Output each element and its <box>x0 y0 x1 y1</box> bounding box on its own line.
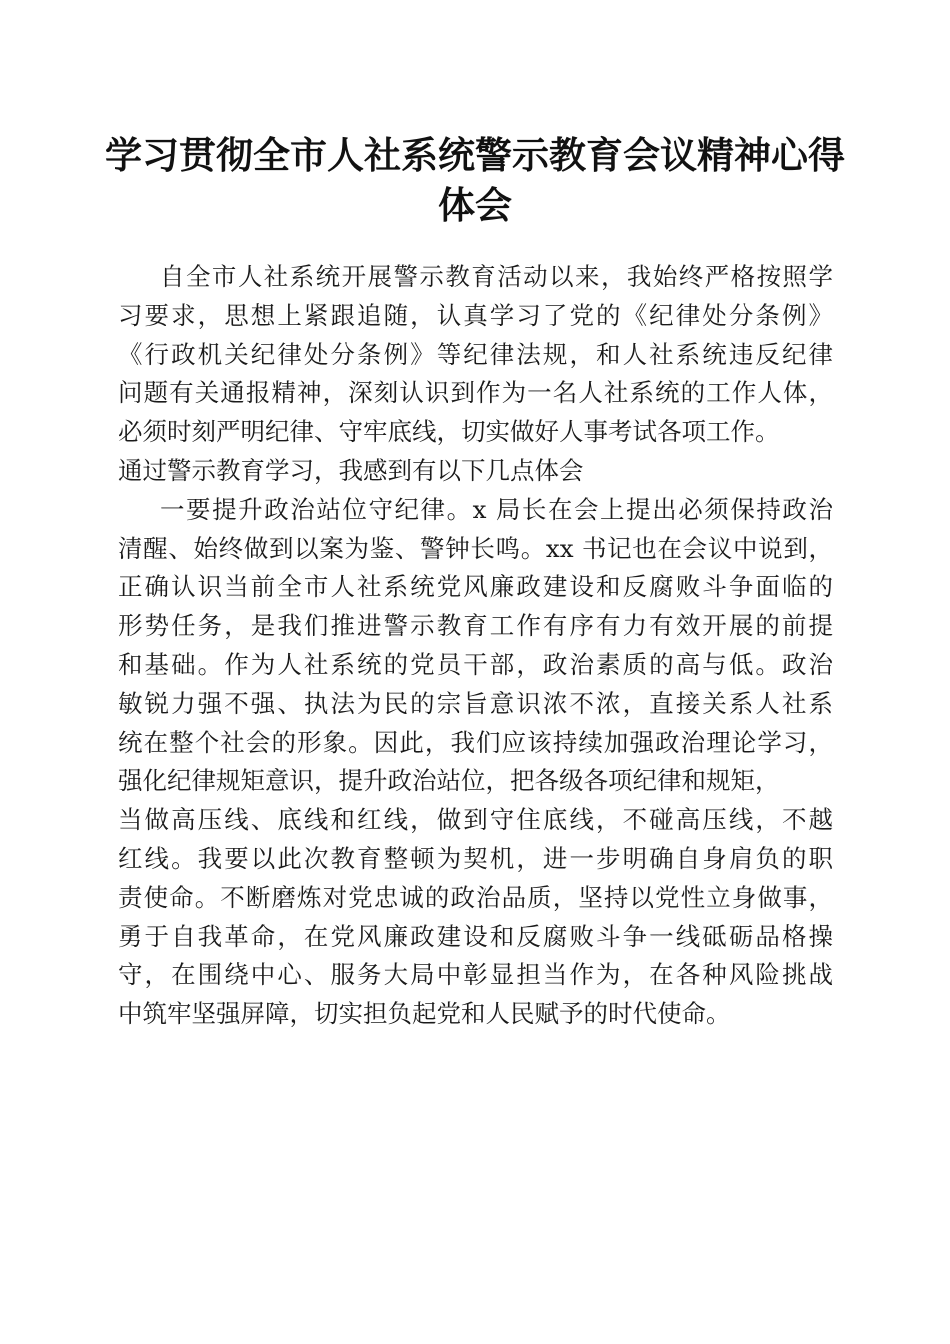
paragraph-2-line: 形势任务，是我们推进警示教育工作有序有力有效开展的前提 <box>118 611 833 641</box>
document-title <box>100 130 850 230</box>
paragraph-1-line: 《行政机关纪律处分条例》等纪律法规，和人社系统违反纪律 <box>118 339 833 369</box>
paragraph-1 <box>118 258 833 491</box>
paragraph-2-line: 敏锐力强不强、执法为民的宗旨意识浓不浓，直接关系人社系 <box>118 688 833 718</box>
paragraph-2-line: 红线。我要以此次教育整顿为契机，进一步明确自身肩负的职 <box>118 843 833 873</box>
paragraph-1-line: 通过警示教育学习，我感到有以下几点体会 <box>118 455 584 485</box>
paragraph-2-line: 统在整个社会的形象。因此，我们应该持续加强政治理论学习， <box>118 727 833 757</box>
paragraph-2-line: 清醒、始终做到以案为鉴、警钟长鸣。xx 书记也在会议中说到， <box>118 533 833 563</box>
paragraph-2-line: 中筑牢坚强屏障，切实担负起党和人民赋予的时代使命。 <box>118 999 731 1029</box>
document-body <box>118 258 833 1034</box>
paragraph-2-line: 强化纪律规矩意识，提升政治站位，把各级各项纪律和规矩， <box>118 766 780 796</box>
paragraph-2-line: 勇于自我革命，在党风廉政建设和反腐败斗争一线砥砺品格操 <box>118 921 833 951</box>
title-line-2: 体会 <box>438 183 512 227</box>
paragraph-2 <box>118 491 833 1034</box>
paragraph-2-line: 一要提升政治站位守纪律。x 局长在会上提出必须保持政治 <box>160 494 833 524</box>
paragraph-2-line: 正确认识当前全市人社系统党风廉政建设和反腐败斗争面临的 <box>118 572 833 602</box>
paragraph-2-line: 和基础。作为人社系统的党员干部，政治素质的高与低。政治 <box>118 649 833 679</box>
paragraph-1-line: 自全市人社系统开展警示教育活动以来，我始终严格按照学 <box>160 262 833 291</box>
title-line-1: 学习贯彻全市人社系统警示教育会议精神心得 <box>105 133 845 177</box>
paragraph-2-line: 责使命。不断磨炼对党忠诚的政治品质，坚持以党性立身做事， <box>118 882 833 912</box>
paragraph-2-line: 当做高压线、底线和红线，做到守住底线，不碰高压线，不越 <box>118 805 833 835</box>
paragraph-1-line: 必须时刻严明纪律、守牢底线，切实做好人事考试各项工作。 <box>118 417 780 447</box>
paragraph-2-line: 守，在围绕中心、服务大局中彰显担当作为，在各种风险挑战 <box>118 960 833 990</box>
paragraph-1-line: 问题有关通报精神，深刻认识到作为一名人社系统的工作人体， <box>118 378 833 408</box>
paragraph-1-line: 习要求，思想上紧跟追随，认真学习了党的《纪律处分条例》 <box>118 300 833 330</box>
